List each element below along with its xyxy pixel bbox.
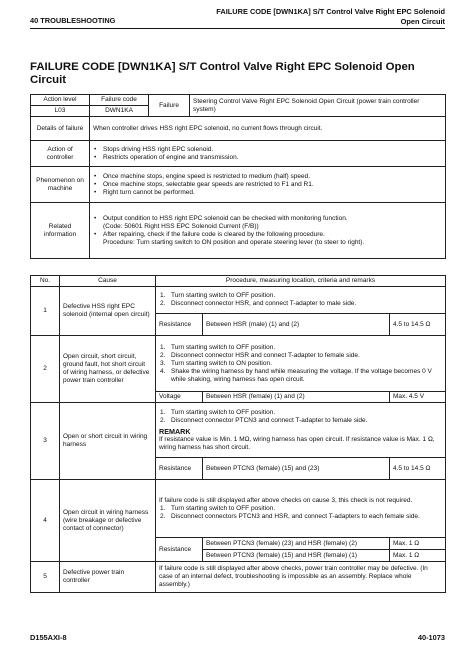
- page-title: FAILURE CODE [DWN1KA] S/T Control Valve Right EPC Solenoid Open Circuit: [30, 61, 415, 86]
- measure-location: Between PTCN3 (female) (23) and HSR (female) (2): [203, 538, 390, 550]
- related-item-2-procedure: Procedure: Turn starting switch to ON position and operate steering lever (to steer to right).: [103, 238, 365, 246]
- action-level-label: Action level: [31, 95, 90, 106]
- step: 1. Turn starting switch to OFF position.: [160, 504, 276, 512]
- table-row: [31, 480, 446, 538]
- measure-type: Resistance: [156, 314, 203, 336]
- row-cause: Open circuit in wiring harness (wire breakage or defective contact of connector): [60, 480, 156, 562]
- row-steps: [156, 403, 446, 458]
- failure-text: Steering Control Valve Right EPC Solenoid Open Circuit (power train controller system): [190, 95, 446, 117]
- measure-value: Max. 1 Ω: [389, 550, 445, 562]
- header-title: [216, 7, 445, 27]
- details-text: When controller drives HSS right EPC solenoid, no current flows through circuit.: [90, 117, 446, 141]
- row-text: If failure code is still displayed after above checks, power train controller may be defective. (In case of an internal defect, troubleshooting is impossible as an assembly. Replace whole assembly.): [156, 562, 446, 593]
- row-steps: [156, 336, 446, 392]
- related-item-1: • Output condition to HSS right EPC solenoid can be checked with monitoring function.: [103, 214, 348, 222]
- related-item: [93, 215, 442, 231]
- step: 2. Disconnect connector HSR and connect T-adapter to female side.: [160, 351, 360, 359]
- failure-code-value: DWN1KA: [90, 106, 149, 117]
- phenomenon-list: [90, 167, 446, 203]
- row-steps: [156, 287, 446, 314]
- step: 4. Shake the wiring harness by hand while measuring the voltage. If the voltage becomes 0 V while shaking, wiring harness has open circuit.: [160, 367, 432, 383]
- phenomenon-label: Phenomenon on machine: [31, 167, 90, 203]
- col-header-cause: Cause: [60, 276, 156, 287]
- measure-type: Voltage: [156, 392, 203, 403]
- step: 2. Disconnect connectors PTCN3 and HSR, and connect T-adapters to each female side.: [160, 512, 420, 520]
- action-item: • Stops driving HSS right EPC solenoid.: [93, 146, 442, 154]
- phenomenon-item: • Once machine stops, selectable gear speeds are restricted to F1 and R1.: [93, 181, 442, 189]
- failure-label: Failure: [149, 95, 190, 117]
- action-level-value: L03: [31, 106, 90, 117]
- header-title-line2: Open Circuit: [400, 17, 445, 26]
- row-no: 4: [31, 480, 60, 562]
- phenomenon-item: • Once machine stops, engine speed is restricted to medium (half) speed.: [93, 173, 442, 181]
- row-cause: Open circuit, short circuit, ground fault, hot short circuit of wiring harness, or defective power train controller: [60, 336, 156, 403]
- measure-type: Resistance: [156, 458, 203, 480]
- step: 2. Disconnect connector HSR, and connect T-adapter to male side.: [160, 300, 357, 307]
- col-header-procedure: Procedure, measuring location, criteria and remarks: [156, 276, 446, 287]
- related-item: [93, 231, 442, 247]
- table-row: [31, 287, 446, 314]
- row-cause: Defective power train controller: [60, 562, 156, 593]
- cause-table: [30, 275, 446, 593]
- related-item-1-code: (Code: 50601 Right HSS EPC Solenoid Current (F/B)): [103, 222, 259, 230]
- header-title-line1: FAILURE CODE [DWN1KA] S/T Control Valve Right EPC Solenoid: [216, 7, 445, 16]
- table-row: [31, 562, 446, 593]
- step: 1. Turn starting switch to OFF position.: [160, 343, 276, 351]
- row-steps: [156, 480, 446, 538]
- table-row: [31, 403, 446, 458]
- measure-type: Resistance: [156, 538, 203, 562]
- action-label: Action of controller: [31, 141, 90, 167]
- step: 3. Turn starting switch to ON position.: [160, 359, 272, 367]
- step: 2. Disconnect connector PTCN3 and connect T-adapter to female side.: [160, 416, 368, 424]
- measure-location: Between HSR (female) (1) and (2): [203, 392, 390, 403]
- step: 1. Turn starting switch to OFF position.: [160, 292, 276, 299]
- header-rule: [30, 28, 445, 29]
- details-label: Details of failure: [31, 117, 90, 141]
- measure-value: Max. 1 Ω: [389, 538, 445, 550]
- row-cause: Open or short circuit in wiring harness: [60, 403, 156, 480]
- measure-location: Between PTCN3 (female) (15) and HSR (female) (1): [203, 550, 390, 562]
- row-no: 2: [31, 336, 60, 403]
- measure-value: 4.5 to 14.5 Ω: [389, 314, 445, 336]
- table-row: [31, 336, 446, 392]
- measure-value: 4.5 to 14.5 Ω: [389, 458, 445, 480]
- failure-code-label: Failure code: [90, 95, 149, 106]
- remark-label: REMARK: [159, 426, 191, 436]
- measure-location: Between HSR (male) (1) and (2): [203, 314, 390, 336]
- row-no: 3: [31, 403, 60, 480]
- row-no: 1: [31, 287, 60, 336]
- row-intro: If failure code is still displayed after above checks on cause 3, this check is not required.: [159, 496, 413, 504]
- related-label: Related information: [31, 203, 90, 259]
- step: 1. Turn starting switch to OFF position.: [160, 408, 276, 416]
- col-header-no: No.: [31, 276, 60, 287]
- footer-page-number: 40-1073: [417, 633, 445, 642]
- info-table: [30, 94, 446, 259]
- action-list: [90, 141, 446, 167]
- phenomenon-item: • Right turn cannot be performed.: [93, 189, 442, 197]
- remark-text: If resistance value is Min. 1 MΩ, wiring harness has open circuit. If resistance value is Max. 1 Ω, wiring harness has short circuit.: [159, 435, 435, 451]
- section-title: 40 TROUBLESHOOTING: [30, 16, 116, 25]
- related-list: [90, 203, 446, 259]
- row-cause: Defective HSS right EPC solenoid (internal open circuit): [60, 287, 156, 336]
- footer-model: D155AXI-8: [30, 633, 67, 642]
- action-item: • Restricts operation of engine and transmission.: [93, 154, 442, 162]
- measure-location: Between PTCN3 (female) (15) and (23): [203, 458, 390, 480]
- related-item-2: • After repairing, check if the failure code is cleared by the following procedure.: [103, 230, 325, 238]
- measure-value: Max. 4.5 V: [389, 392, 445, 403]
- row-no: 5: [31, 562, 60, 593]
